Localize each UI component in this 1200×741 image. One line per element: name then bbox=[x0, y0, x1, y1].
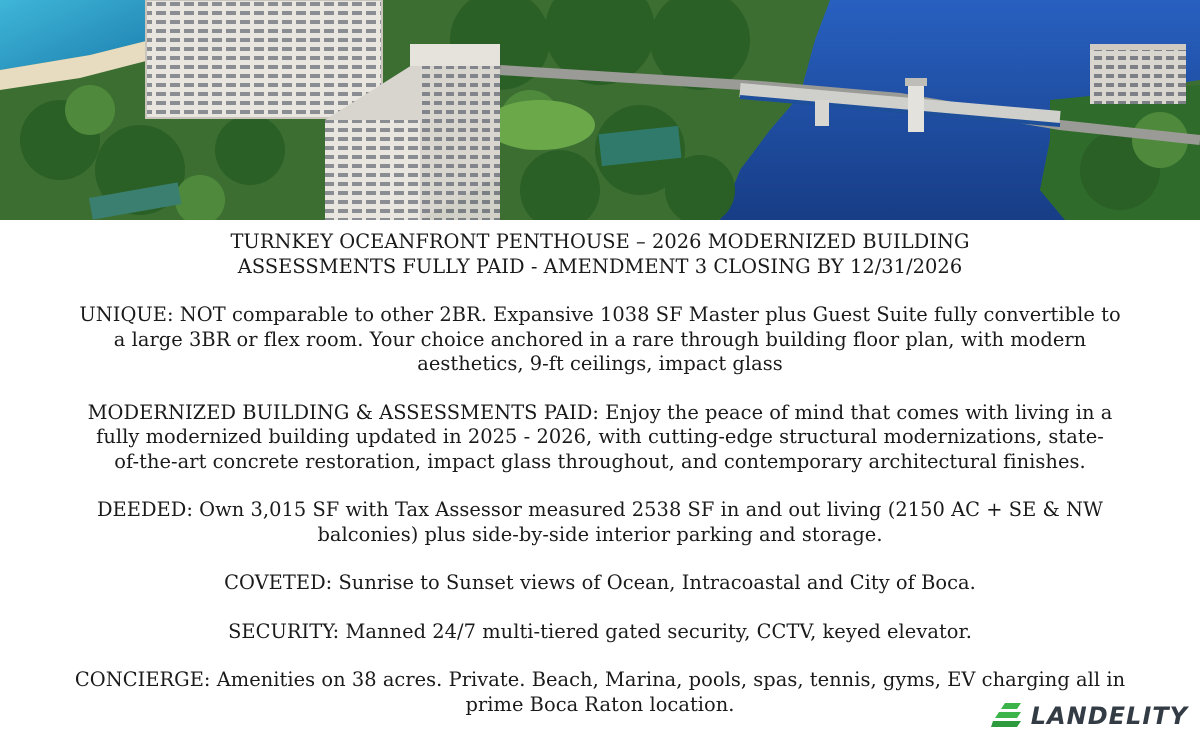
landelity-logo bbox=[991, 703, 1188, 729]
paragraph-line: UNIQUE: NOT comparable to other 2BR. Expansive 1038 SF Master plus Guest Suite fully convertible to bbox=[79, 303, 1121, 326]
paragraph-line: SECURITY: Manned 24/7 multi-tiered gated security, CCTV, keyed elevator. bbox=[228, 619, 972, 643]
paragraph-line: MODERNIZED BUILDING & ASSESSMENTS PAID: Enjoy the peace of mind that comes with living in a bbox=[87, 400, 1113, 424]
paragraph-line: prime Boca Raton location. bbox=[465, 692, 735, 716]
headline-line-2: ASSESSMENTS FULLY PAID - AMENDMENT 3 CLOSING BY 12/31/2026 bbox=[237, 254, 963, 278]
paragraph-line: balconies) plus side-by-side interior parking and storage. bbox=[317, 522, 883, 546]
paragraph-unique bbox=[0, 303, 1200, 377]
listing-description bbox=[0, 230, 1200, 741]
paragraph-coveted bbox=[0, 571, 1200, 596]
stacked-stripes-logo-icon bbox=[991, 703, 1027, 729]
paragraph-line: aesthetics, 9-ft ceilings, impact glass bbox=[417, 352, 783, 375]
listing-headline bbox=[0, 230, 1200, 279]
aerial-photo-illustration bbox=[0, 0, 1200, 220]
logo-wordmark: LANDELITY bbox=[1030, 702, 1188, 730]
paragraph-deeded bbox=[0, 498, 1200, 547]
paragraph-modernized bbox=[0, 401, 1200, 475]
paragraph-line: of-the-art concrete restoration, impact glass throughout, and contemporary architectural finishes. bbox=[114, 449, 1086, 473]
paragraph-line: fully modernized building updated in 2025 - 2026, with cutting-edge structural modernizations, state- bbox=[96, 425, 1104, 448]
hero-photo bbox=[0, 0, 1200, 220]
paragraph-line: DEEDED: Own 3,015 SF with Tax Assessor measured 2538 SF in and out living (2150 AC + SE & NW bbox=[96, 498, 1104, 521]
headline-line-1: TURNKEY OCEANFRONT PENTHOUSE – 2026 MODERNIZED BUILDING bbox=[230, 230, 970, 253]
paragraph-line: a large 3BR or flex room. Your choice anchored in a rare through building floor plan, with modern bbox=[113, 327, 1087, 351]
paragraph-security bbox=[0, 620, 1200, 645]
paragraph-line: CONCIERGE: Amenities on 38 acres. Private. Beach, Marina, pools, spas, tennis, gyms, EV charging all in bbox=[74, 668, 1126, 691]
paragraph-line: COVETED: Sunrise to Sunset views of Ocean, Intracoastal and City of Boca. bbox=[224, 571, 976, 594]
